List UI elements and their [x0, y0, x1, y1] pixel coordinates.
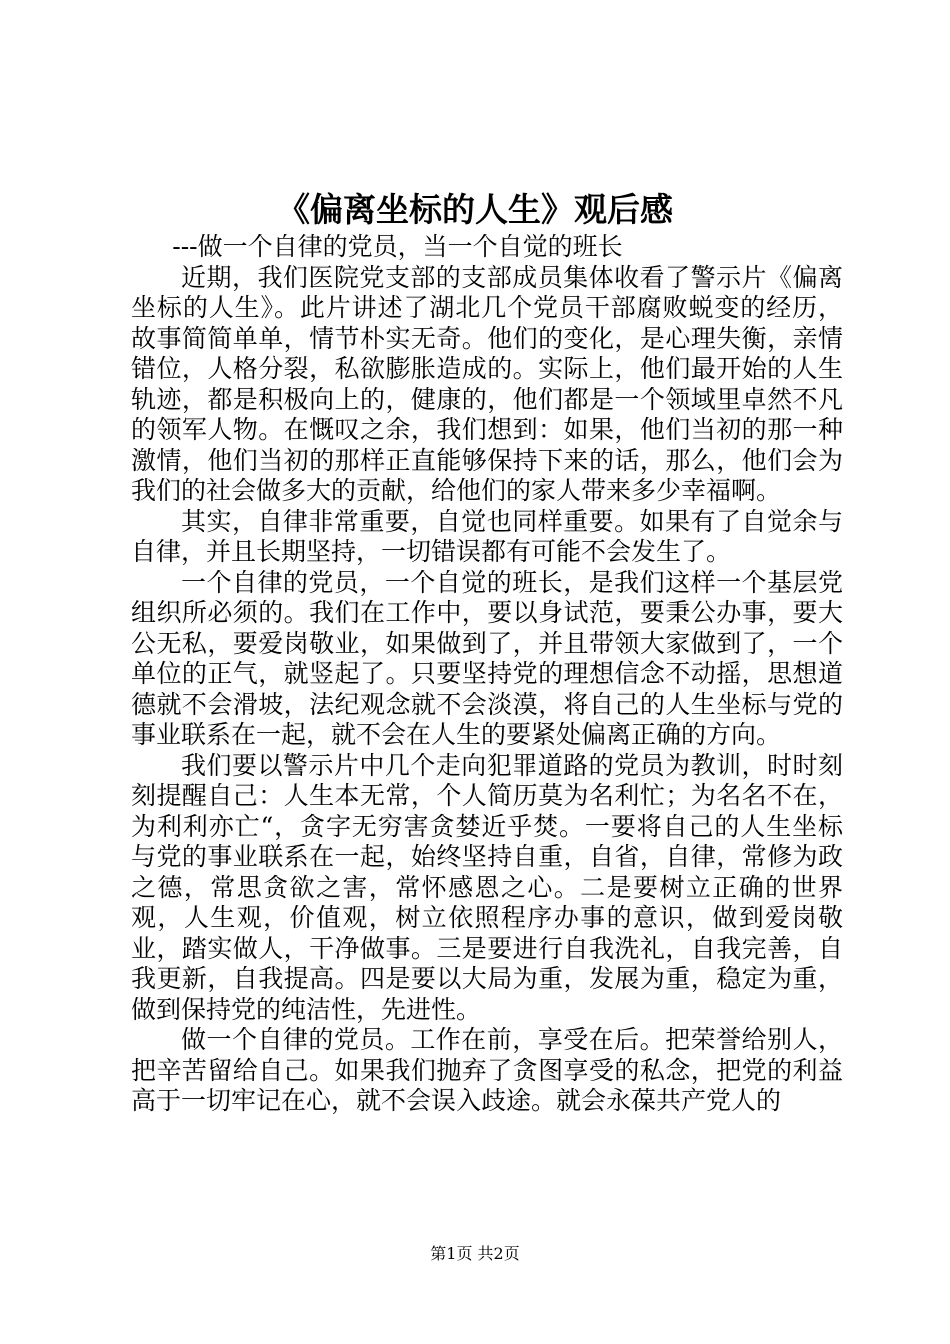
body-paragraph: 近期，我们医院党支部的支部成员集体收看了警示片《偏离坐标的人生》。此片讲述了湖北几个党员干部腐败蜕变的经历，故事简简单单，情节朴实无奇。他们的变化，是心理失衡，亲情错位，人格分裂，私欲膨胀造成的。实际上，他们最开始的人生轨迹，都是积极向上的，健康的，他们都是一个领域里卓然不凡的领军人物。在慨叹之余，我们想到：如果，他们当初的那一种激情，他们当初的那样正直能够保持下来的话，那么，他们会为我们的社会做多大的贡献，给他们的家人带来多少幸福啊。	[131, 262, 843, 505]
document-subtitle: ---做一个自律的党员，当一个自觉的班长	[172, 232, 623, 261]
page-number-footer: 第1页 共2页	[430, 1244, 520, 1263]
document-title: 《偏离坐标的人生》观后感	[277, 190, 673, 229]
document-body	[131, 232, 843, 1117]
body-paragraph: 一个自律的党员，一个自觉的班长，是我们这样一个基层党组织所必须的。我们在工作中，要以身试范，要秉公办事，要大公无私，要爱岗敬业，如果做到了，并且带领大家做到了，一个单位的正气，就竖起了。只要坚持党的理想信念不动摇，思想道德就不会滑坡，法纪观念就不会淡漠，将自己的人生坐标与党的事业联系在一起，就不会在人生的要紧处偏离正确的方向。	[131, 567, 843, 749]
body-paragraph: 做一个自律的党员。工作在前，享受在后。把荣誉给别人，把辛苦留给自己。如果我们抛弃了贪图享受的私念，把党的利益高于一切牢记在心，就不会误入歧途。就会永葆共产党人的	[131, 1025, 843, 1115]
body-paragraph: 其实，自律非常重要，自觉也同样重要。如果有了自觉余与自律，并且长期坚持，一切错误都有可能不会发生了。	[131, 506, 843, 566]
body-paragraph: 我们要以警示片中几个走向犯罪道路的党员为教训，时时刻刻提醒自己：人生本无常，个人简历莫为名利忙；为名名不在，为利利亦亡“，贪字无穷害贪婪近乎焚。一要将自己的人生坐标与党的事业联系在一起，始终坚持自重，自省，自律，常修为政之德，常思贪欲之害，常怀感恩之心。二是要树立正确的世界观，人生观，价值观，树立依照程序办事的意识，做到爱岗敬业，踏实做人，干净做事。三是要进行自我洗礼，自我完善，自我更新，自我提高。四是要以大局为重，发展为重，稳定为重，做到保持党的纯洁性，先进性。	[131, 750, 843, 1024]
